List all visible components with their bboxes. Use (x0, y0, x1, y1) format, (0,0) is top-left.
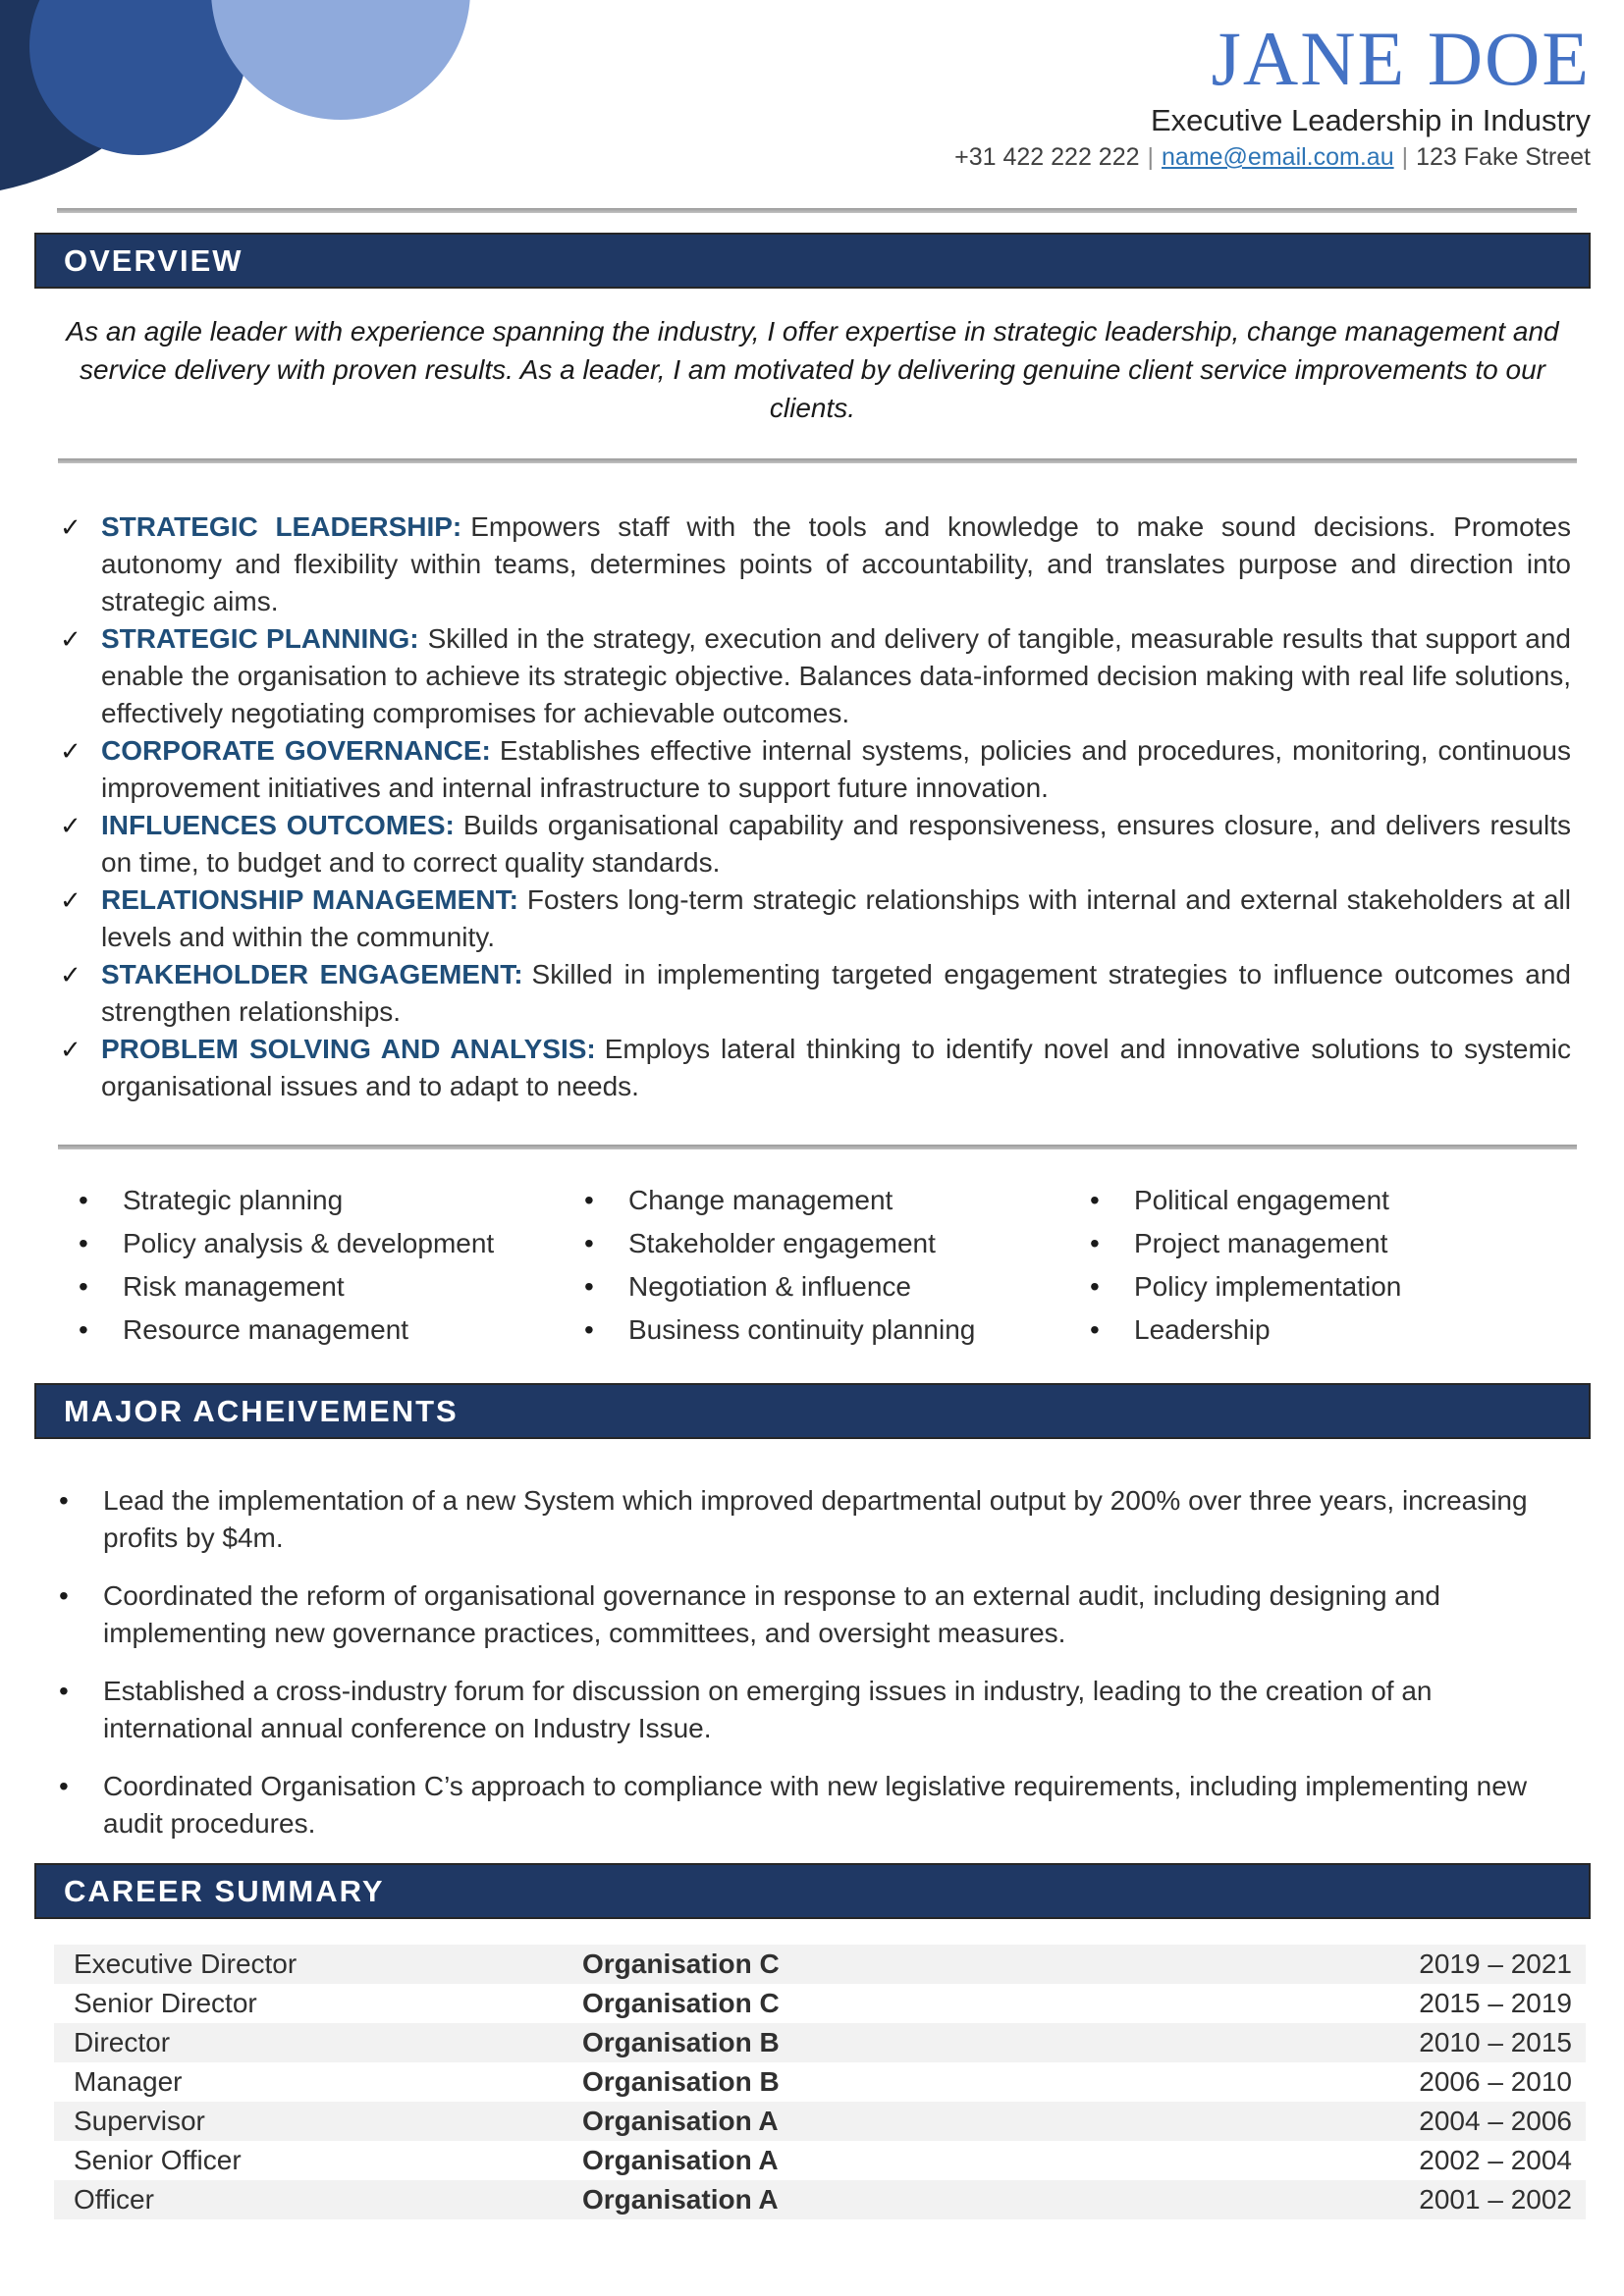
section-divider (57, 208, 1577, 213)
list-item (34, 1768, 1591, 1842)
list-item (34, 732, 1591, 807)
check-icon: ✓ (60, 811, 81, 840)
competency-label: RELATIONSHIP MANAGEMENT: (101, 884, 518, 915)
list-item (34, 1031, 1591, 1105)
separator: | (1147, 143, 1155, 171)
organisation: Organisation B (582, 2027, 780, 2057)
bullet-icon: • (584, 1271, 594, 1302)
email-link[interactable]: name@email.com.au (1162, 143, 1394, 171)
overview-section-header (34, 233, 1591, 289)
overview-heading: OVERVIEW (64, 242, 244, 278)
list-item (34, 1577, 1591, 1652)
list-item (560, 1312, 1065, 1348)
section-divider (58, 458, 1577, 463)
table-row (54, 2141, 1586, 2180)
job-title: Senior Officer (74, 2145, 242, 2175)
bullet-icon: • (79, 1314, 88, 1345)
bullet-icon: • (59, 1771, 69, 1801)
competency-label: PROBLEM SOLVING AND ANALYSIS: (101, 1034, 596, 1064)
competency-label: CORPORATE GOVERNANCE: (101, 735, 491, 766)
achievement-text: Established a cross-industry forum for discussion on emerging issues in industry, leading to the creation of an international annual conference on Industry Issue. (103, 1676, 1433, 1743)
bullet-icon: • (59, 1485, 69, 1516)
achievements-section (0, 1482, 1624, 1842)
skill-label: Policy implementation (1134, 1271, 1402, 1302)
list-item (54, 1183, 560, 1218)
job-title: Supervisor (74, 2106, 205, 2136)
competency-text: Fosters long-term strategic relationships with internal and external stakeholders at all levels and within the community. (101, 884, 1571, 952)
list-item (1065, 1312, 1571, 1348)
skill-label: Risk management (123, 1271, 345, 1302)
skills-column-1 (54, 1183, 560, 1356)
competency-label: STAKEHOLDER ENGAGEMENT: (101, 959, 523, 989)
date-range: 2010 – 2015 (1419, 2027, 1572, 2057)
skills-column-2 (560, 1183, 1065, 1356)
check-icon: ✓ (60, 1035, 81, 1064)
skill-label: Political engagement (1134, 1185, 1389, 1215)
date-range: 2006 – 2010 (1419, 2066, 1572, 2097)
phone-number: +31 422 222 222 (954, 143, 1140, 171)
check-icon: ✓ (60, 885, 81, 915)
bullet-icon: • (1090, 1314, 1100, 1345)
table-row (54, 1984, 1586, 2023)
date-range: 2002 – 2004 (1419, 2145, 1572, 2175)
competency-text: Empowers staff with the tools and knowledge to make sound decisions. Promotes autonomy and flexibility within teams, determines points of accountability, and translates purpose and direction into strategic aims. (101, 511, 1571, 616)
street-address: 123 Fake Street (1416, 143, 1591, 171)
contact-line (0, 141, 1591, 173)
competency-text: Establishes effective internal systems, policies and procedures, monitoring, continuous improvement initiatives and internal infrastructure to support future innovation. (101, 735, 1571, 803)
organisation: Organisation A (582, 2184, 779, 2215)
bullet-icon: • (1090, 1228, 1100, 1258)
bullet-icon: • (59, 1580, 69, 1611)
list-item (54, 1312, 560, 1348)
achievement-text: Coordinated the reform of organisational governance in response to an external audit, including designing and implementing new governance practices, committees, and oversight measures. (103, 1580, 1441, 1648)
achievement-text: Lead the implementation of a new System which improved departmental output by 200% over three years, increasing profits by $4m. (103, 1485, 1528, 1553)
list-item (34, 956, 1591, 1031)
bullet-icon: • (79, 1228, 88, 1258)
organisation: Organisation A (582, 2145, 779, 2175)
job-title: Executive Director (74, 1949, 298, 1979)
overview-section (0, 312, 1624, 1356)
list-item (1065, 1183, 1571, 1218)
job-title: Officer (74, 2184, 154, 2215)
list-item (34, 620, 1591, 732)
bullet-icon: • (79, 1271, 88, 1302)
list-item (34, 807, 1591, 881)
achievements-list (34, 1482, 1591, 1842)
header (0, 0, 1624, 208)
skill-label: Resource management (123, 1314, 409, 1345)
table-row (54, 2102, 1586, 2141)
bullet-icon: • (59, 1676, 69, 1706)
organisation: Organisation C (582, 1988, 780, 2018)
list-item (560, 1183, 1065, 1218)
candidate-title: Executive Leadership in Industry (1150, 103, 1591, 137)
skill-label: Strategic planning (123, 1185, 344, 1215)
competency-label: STRATEGIC PLANNING: (101, 623, 419, 654)
check-icon: ✓ (60, 960, 81, 989)
skill-label: Policy analysis & development (123, 1228, 495, 1258)
list-item (34, 1482, 1591, 1557)
job-title: Director (74, 2027, 171, 2057)
table-row (54, 1945, 1586, 1984)
profile-summary: As an agile leader with experience spanning the industry, I offer expertise in strategic leadership, change management and service delivery with proven results. As a leader, I am motivated by delivering genuine client service improvements to our clients. (66, 316, 1559, 423)
check-icon: ✓ (60, 512, 81, 542)
separator: | (1401, 143, 1409, 171)
competency-list (34, 508, 1591, 1105)
skill-label: Project management (1134, 1228, 1388, 1258)
bullet-icon: • (584, 1314, 594, 1345)
organisation: Organisation A (582, 2106, 779, 2136)
competency-text: Builds organisational capability and responsiveness, ensures closure, and delivers results on time, to budget and to correct quality standards. (101, 810, 1572, 878)
skill-label: Change management (628, 1185, 893, 1215)
check-icon: ✓ (60, 624, 81, 654)
bullet-icon: • (1090, 1185, 1100, 1215)
table-row (54, 2023, 1586, 2062)
list-item (34, 1673, 1591, 1747)
date-range: 2004 – 2006 (1419, 2106, 1572, 2136)
date-range: 2019 – 2021 (1419, 1949, 1572, 1979)
section-divider (58, 1145, 1577, 1149)
list-item (560, 1269, 1065, 1305)
competency-label: STRATEGIC LEADERSHIP: (101, 511, 462, 542)
career-section-header (34, 1863, 1591, 1919)
bullet-icon: • (584, 1228, 594, 1258)
organisation: Organisation B (582, 2066, 780, 2097)
competency-label: INFLUENCES OUTCOMES: (101, 810, 455, 840)
list-item (1065, 1226, 1571, 1261)
achievement-text: Coordinated Organisation C’s approach to compliance with new legislative requirements, including implementing new audit procedures. (103, 1771, 1528, 1839)
career-heading: CAREER SUMMARY (64, 1873, 385, 1908)
date-range: 2015 – 2019 (1419, 1988, 1572, 2018)
list-item (34, 508, 1591, 620)
competency-text: Employs lateral thinking to identify novel and innovative solutions to systemic organisational issues and to adapt to needs. (101, 1034, 1571, 1101)
job-title: Senior Director (74, 1988, 257, 2018)
candidate-name: JANE DOE (1211, 16, 1591, 101)
date-range: 2001 – 2002 (1419, 2184, 1572, 2215)
list-item (34, 881, 1591, 956)
achievements-section-header (34, 1383, 1591, 1439)
check-icon: ✓ (60, 736, 81, 766)
competency-text: Skilled in the strategy, execution and delivery of tangible, measurable results that support and enable the organisation to achieve its strategic objective. Balances data-informed decision making with real life solutions, effectively negotiating compromises for achievable outcomes. (101, 623, 1571, 728)
achievements-heading: MAJOR ACHEIVEMENTS (64, 1393, 459, 1428)
organisation: Organisation C (582, 1949, 780, 1979)
bullet-icon: • (79, 1185, 88, 1215)
competency-text: Skilled in implementing targeted engagement strategies to influence outcomes and strengthen relationships. (101, 959, 1571, 1027)
skills-columns (54, 1183, 1571, 1356)
list-item (54, 1226, 560, 1261)
career-summary-table (54, 1945, 1586, 2219)
skill-label: Business continuity planning (628, 1314, 976, 1345)
list-item (560, 1226, 1065, 1261)
bullet-icon: • (1090, 1271, 1100, 1302)
skills-column-3 (1065, 1183, 1571, 1356)
skill-label: Leadership (1134, 1314, 1271, 1345)
skill-label: Stakeholder engagement (628, 1228, 936, 1258)
skill-label: Negotiation & influence (628, 1271, 911, 1302)
list-item (1065, 1269, 1571, 1305)
table-row (54, 2062, 1586, 2102)
bullet-icon: • (584, 1185, 594, 1215)
job-title: Manager (74, 2066, 183, 2097)
list-item (54, 1269, 560, 1305)
table-row (54, 2180, 1586, 2219)
